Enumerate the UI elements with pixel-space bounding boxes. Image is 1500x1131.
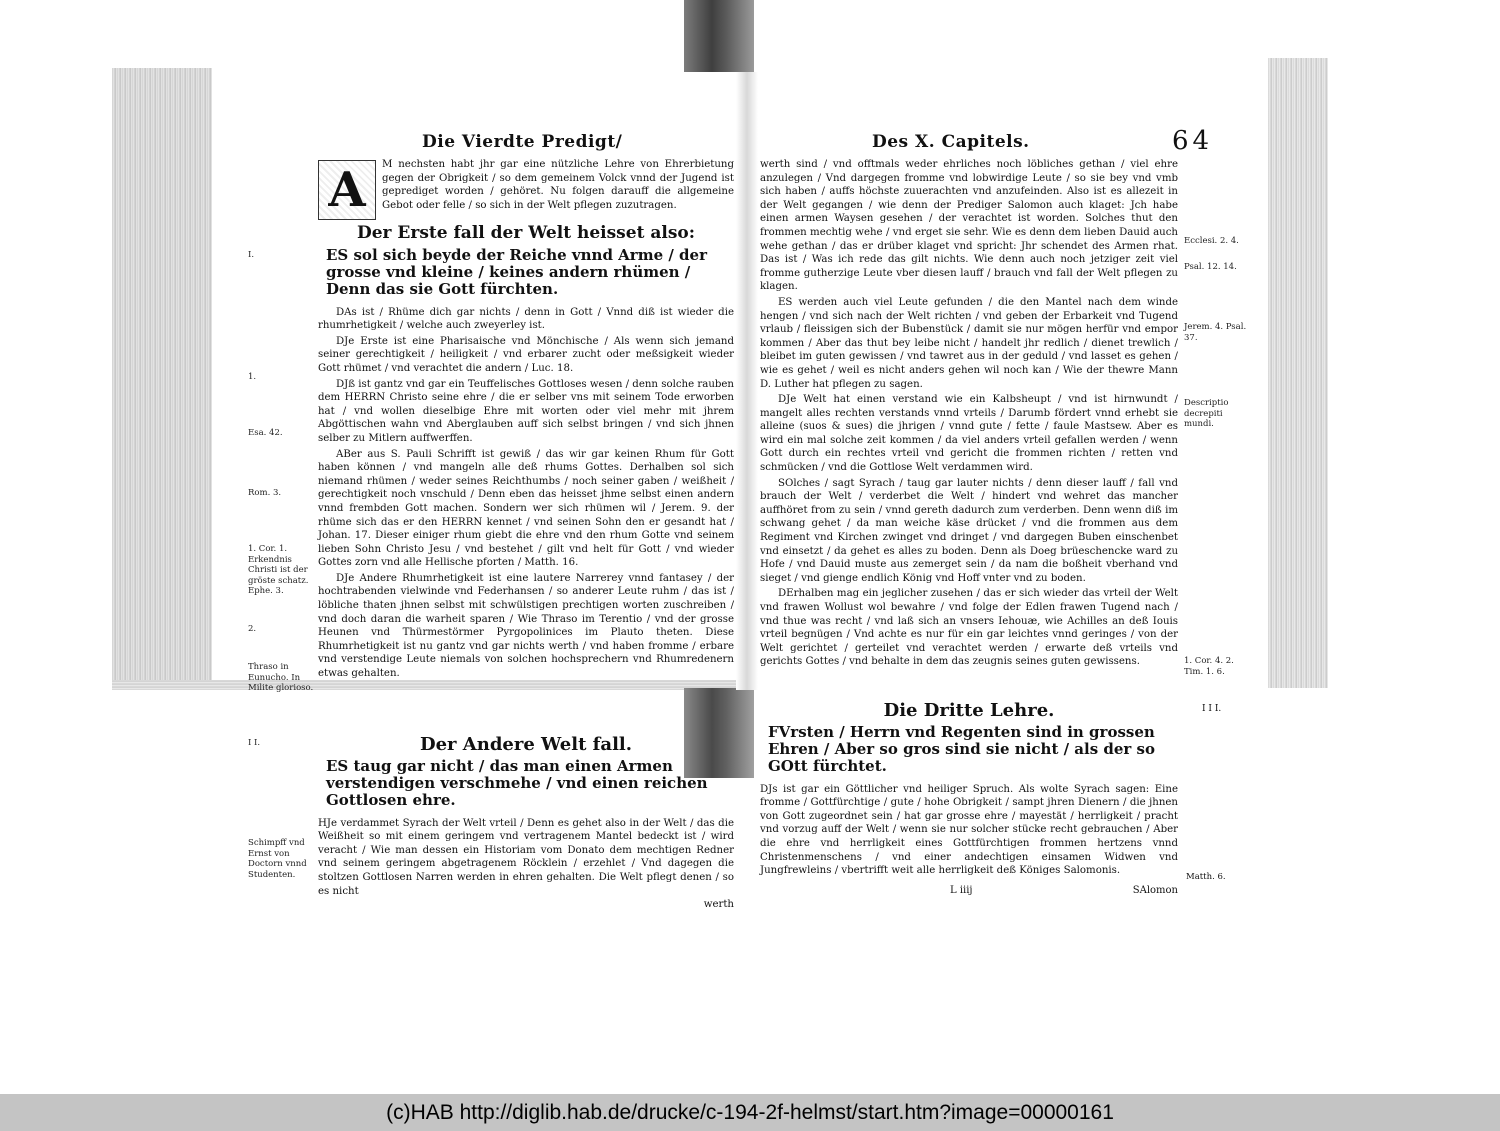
paragraph: HJe verdammet Syrach der Welt vrteil / Denn es gehet also in der Welt / das die Weißheit so mit einem geringem vnd vertragenem Mantel bedeckt ist / wird veracht / Wie man dessen ein Historiam vom Donato dem mechtigen Redner vnd seinem geringem abgetragenem Röcklein / erzehlet / Vnd dagegen die stoltzen Gottlosen Narren werden in ehren gehalten. Die Welt pflegt denen / so es nicht	[318, 817, 734, 897]
thesis-text: ES sol sich beyde der Reiche vnnd Arme / der grosse vnd kleine / keines andern rhümen / Denn das sie Gott fürchten.	[326, 245, 707, 298]
margin-note: Esa. 42.	[248, 428, 283, 438]
margin-note: Psal. 12. 14.	[1184, 262, 1237, 272]
left-text-column	[318, 158, 734, 683]
paragraph: DJe Erste ist eine Pharisaische vnd Mönchische / Als wenn sich jemand seiner gerechtigkeit / heiligkeit / vnd erbarer zucht oder meßsigkeit wieder Gott rhümet / vnd verachtet die andern / Luc. 18.	[318, 335, 734, 374]
paragraph: DJe Welt hat einen verstand wie ein Kalbsheupt / vnd ist hirnwundt / mangelt alles rechten verstands vnnd vrteils / Darumb fördert vnnd erhebt sie alleine (suos & sues) die jhrigen / vnnd gute / fette / faule Mastsew. Aber es wird ein mal solche zeit kommen / da viel anders vrteil gefallen werden / wenn Gott durch ein rechtes vrteil vnd gericht die frommen richten / retten vnd schmücken / vnd die Gottlose Welt verdammen wird.	[760, 394, 1178, 474]
paragraph: ES werden auch viel Leute gefunden / die den Mantel nach dem winde hengen / vnd sich nach der Welt richten / vnd geben der Erbarkeit vnd Tugend vrlaub / fleissigen sich der Bubenstück / damit sie nur mögen herfür vnd empor kommen / Aber das thut bey leibe nicht / handelt jhr redlich / dienet trewlich / bleibet im guten gewissen / vnd tawret aus in der geduld / vnd lasset es gehen / wie es gehet / weil es nicht anders gehen wil noch kan / Wie der thewre Mann D. Luther hat pflegen zu sagen.	[760, 296, 1178, 390]
credit-bar	[0, 1094, 1500, 1131]
catchword: werth	[703, 899, 734, 911]
margin-note: 1. Cor. 4. 2. Tim. 1. 6.	[1184, 656, 1234, 677]
dropcap-initial: A	[318, 160, 376, 220]
margin-note: 2.	[248, 624, 257, 634]
right-text-column-lower	[760, 696, 1178, 897]
left-page-lower	[212, 730, 742, 910]
intro-paragraph: M nechsten habt jhr gar eine nützliche Lehre von Ehrerbietung gegen der Obrigkeit / so dem gemeinem Volck vnnd der Jugend ist geprediget worden / gehöret. Nu folgen darauff die allgemeine Gebot oder felle / so sich in der Welt pflegen zuzutragen.	[382, 159, 734, 211]
thesis-text: FVrsten / Herrn vnd Regenten sind in grossen Ehren / Aber so gros sind sie nicht / als der so GOtt fürchtet.	[768, 722, 1155, 775]
margin-note: Matth. 6.	[1186, 872, 1226, 882]
book-edge-right	[1268, 58, 1328, 688]
page-number: 64	[1172, 126, 1214, 156]
paragraph: DJs ist gar ein Göttlicher vnd heiliger Spruch. Als wolte Syrach sagen: Eine fromme / Gottfürchtige / gute / hohe Obrigkeit / sampt jhren Dienern / die jhnen von Gott zugeordnet sein / hat gar grosse ehre / mayestät / herrligkeit / pracht vnd vorzug auff der Welt / wenn sie nur solcher stücke recht gebrauchen / Aber die ehre vnd herrligkeit eines Gottfürchtigen frommen hertzens vnnd Christenmenschens / vnd einer andechtigen einsamen Widwen vnd Jungfrewleins / vbertrifft weit alle herrligkeit deß Königes Salomonis.	[760, 783, 1178, 877]
margin-note: Ecclesi. 2. 4.	[1184, 236, 1239, 246]
section-heading: Der Andere Welt fall.	[419, 734, 633, 755]
paragraph: DJe Andere Rhumrhetigkeit ist eine lautere Narrerey vnnd fantasey / der hochtrabenden vielwinde vnd Federhansen / so anderer Leute ruhm / das ist / löbliche thaten jhnen selbst mit schwülstigen prechtigen worten zuschreiben / vnd doch daran die warheit sparen / Wie Thraso im Terentio / vnd der grosse Heunen vnd Thürmestörmer Pyrgopolinices im Plauto theten. Diese Rhumrhetigkeit ist nu gantz vnd gar nichts werth / vnd haben fromme / erbare vnd verstendige Leute niemals von solchen hochsprechern vnd Rhumredenern etwas gehalten.	[318, 572, 734, 680]
margin-note: Schimpff vnd Ernst von Doctorn vnnd Studenten.	[248, 838, 307, 880]
page-footer	[760, 884, 1178, 898]
catchword: SAlomon	[1132, 884, 1178, 896]
left-page	[212, 72, 742, 693]
left-text-column-lower	[318, 730, 734, 912]
paragraph: DAs ist / Rhüme dich gar nichts / denn in Gott / Vnnd diß ist wieder die rhumrhetigkeit / welche auch zweyerley ist.	[318, 306, 734, 332]
thesis-text: ES taug gar nicht / das man einen Armen verstendigen verschmehe / vnd einen reichen Gottlosen ehre.	[326, 756, 708, 809]
margin-note: Thraso in Eunucho. In Milite glorioso.	[248, 662, 314, 693]
right-page	[752, 72, 1272, 688]
margin-note: Jerem. 4. Psal. 37.	[1184, 322, 1247, 343]
right-page-lower	[752, 696, 1272, 916]
paragraph: ABer aus S. Pauli Schrifft ist gewiß / das wir gar keinen Rhum für Gott haben können / vnd mangeln alle deß rhums Gottes. Derhalben sol sich niemand rhümen / weder seines Reichthumbs / noch seiner gaben / weißheit / gerechtigkeit noch vnschuld / Denn eben das heisset jhme selbst einen andern vnnd frembden Gott machen. Sondern wer sich rhümen wil / Jerem. 9. der rhüme sich das er den HERRN kennet / vnd seinen Sohn den er gesandt hat / Johan. 17. Dieser einiger rhum giebt die ehre vnd den rhum Gotte vnd seinem lieben Sohn Christo Jesu / vnd bestehet / gilt vnd helt für Gott / vnd wieder Gottes zorn vnd alle Hellische pforten / Matth. 16.	[318, 448, 734, 569]
paragraph: DErhalben mag ein jeglicher zusehen / das er sich wieder das vrteil der Welt vnd frawen Wollust wol bewahre / vnd folge der Edlen frawen Tugend nach / vnd thue was recht / vnd laß sich an vnsers Iehouæ, wie Achilles an deß Iouis vrteil begnügen / Vnd achte es nur für ein gar leichtes vnnd geringes / von der Welt gerichtet / gerteilet vnd verachtet werden / erwarte deß vrteils vnd gerichts Gottes / vnd behalte in dem das zeugnis seines guten gewissens.	[760, 588, 1178, 668]
paragraph: DJß ist gantz vnd gar ein Teuffelisches Gottloses wesen / denn solche rauben dem HERRN Christo seine ehre / die er selber vns mit seinem Tode erworben hat / vnd wollen dieselbige Ehre mit worten oder viel mehr mit jhrem Abgöttischen wahn vnd Aberglauben auff sich selbst bringen / vnd sich jhnen selber zu Mitlern auffwerffen.	[318, 378, 734, 444]
margin-note: Descriptio decrepiti mundi.	[1184, 398, 1229, 429]
paragraph: werth sind / vnd offtmals weder ehrliches noch löbliches gethan / viel ehre anzulegen / Vnd dargegen fromme vnd lobwirdige Leute / so sie bey vnd vmb sich haben / auffs höchste zuuerachten vnd anzufeinden. Also ist es allezeit in der Welt gegangen / wie denn der Prediger Salomon auch klaget: Jch habe einen armen Waysen gesehen / der verachtet ist worden. Solches thut den frommen mechtig wehe / vnd erget sie sehr. Wie es denn dem lieben Dauid auch wehe gethan / das er drüber klaget vnd spricht: Jhr schendet des Armen rhat. Das ist / Was ich rede das gilt nichts. Wie denn auch noch jetziger zeit viel fromme gutherzige Leute vber diesen lauff / brauch vnd fall der Welt pflegen zu klagen.	[760, 159, 1178, 293]
book-spine-top	[684, 0, 754, 72]
paragraph: SOlches / sagt Syrach / taug gar lauter nichts / denn dieser lauff / fall vnd brauch der Welt / verderbet die Welt / hindert vnd wehret das mancher auffhöret from zu sein / vnnd gereth dadurch zum verderben. Denn wenn diß im schwang gehet / da man weiche käse drücket / vnd die frommen aus dem Regiment vnd Kirchen zwinget vnd dringet / vnd dargegen Buben einschenbet vnd einsetzt / da gehet es alles zu boden. Denn als Doeg brüeschencke ward zu Hofe / vnd Dauid muste aus zemerget sein / da nam die boßheit vberhand vnd sieget / vnd gienge endlich König vnd Hoff vnter vnd zu boden.	[760, 477, 1178, 584]
signature-mark: L iiij	[950, 884, 973, 896]
section-heading: Der Erste fall der Welt heisset also:	[356, 223, 696, 243]
credit-text: (c)HAB http://diglib.hab.de/drucke/c-194-2f-helmst/start.htm?image=00000161	[386, 1100, 1114, 1124]
margin-note: I.	[248, 250, 255, 260]
left-running-head: Die Vierdte Predigt/	[422, 132, 623, 152]
margin-note: Rom. 3.	[248, 488, 282, 498]
margin-note: I I.	[248, 738, 261, 748]
right-running-head: Des X. Capitels.	[872, 132, 1030, 152]
section-heading: Die Dritte Lehre.	[883, 700, 1055, 721]
margin-note: I I I.	[1202, 704, 1222, 714]
right-text-column	[760, 158, 1178, 671]
book-edge-left	[112, 68, 212, 688]
margin-note: 1. Cor. 1. Erkendnis Christi ist der gröste schatz. Ephe. 3.	[248, 544, 309, 596]
margin-note: 1.	[248, 372, 257, 382]
